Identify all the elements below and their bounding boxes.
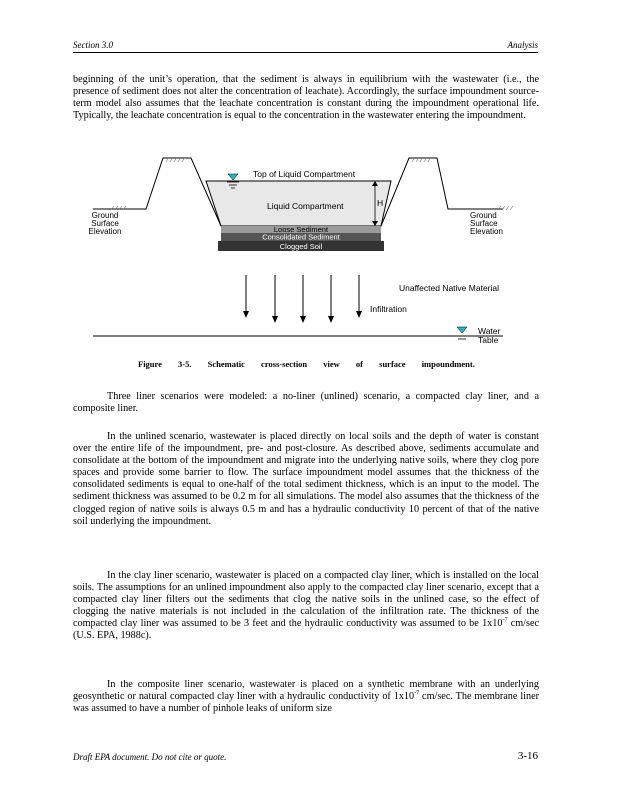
page-header xyxy=(73,40,538,53)
paragraph-unlined: In the unlined scenario, wastewater is placed directly on local soils and the depth of water is constant over the entire life of the impoundment, pre- and post-closure. As described above, sediments accumulate and consolidate at the bottom of the impoundment and migrate into the underlying native soils, where they clog pore spaces and provide some barrier to flow. The surface impoundment model assumes that the thickness of the consolidated sediments is equal to one-half of the total sediment thickness, which is an input to the model. The sediment thickness was assumed to be 0.2 m for all simulations. The model also assumes that the thickness of the clogged region of native soils is always 0.5 m and has a hydraulic conductivity 10 percent of that of the native soil underlying the impoundment. xyxy=(73,431,539,527)
paragraph-clay-liner xyxy=(73,570,539,643)
composite-liner-text: In the composite liner scenario, wastewater is placed on a synthetic membrane with an underlying geosynthetic or natural compacted clay liner with a hydraulic conductivity of 1x10 xyxy=(73,679,539,703)
top-liquid-label: Top of Liquid Compartment xyxy=(253,169,356,179)
water-table-label-1: Water xyxy=(478,326,501,336)
header-title: Analysis xyxy=(507,40,538,50)
clay-liner-text: In the clay liner scenario, wastewater is placed on a compacted clay liner, which is installed on the local soils. The assumptions for an unlined impoundment also apply to the compacted clay liner scenario, except that a compacted clay liner filters out the sediments that clog the native soils in the unlined case, so the effect of clogging the native materials is not included in the calculation of the infiltration rate. The thickness of the compacted clay liner was assumed to be 3 feet and the hydraulic conductivity was assumed to be 1x10 xyxy=(73,570,539,630)
page-number: 3-16 xyxy=(517,750,538,762)
paragraph-continuation: beginning of the unit’s operation, that the sediment is always in equilibrium with the wastewater (i.e., the presence of sediment does not alter the concentration of leachate). Accordingly, the surface impoundment source-term model also assumes that the leachate concentration is constant during the impoundment operational life. Typically, the leachate concentration is equal to the concentration in the wastewater entering the impoundment. xyxy=(73,74,539,122)
loose-sediment-label: Loose Sediment xyxy=(273,225,329,234)
water-table-icon xyxy=(457,327,467,333)
ground-left-3: Elevation xyxy=(88,227,122,236)
footer-note: Draft EPA document. Do not cite or quote. xyxy=(73,752,227,762)
page-footer xyxy=(73,752,538,762)
h-label: H xyxy=(377,198,384,208)
water-table-label-2: Table xyxy=(478,335,499,345)
figure-caption: Figure 3-5. Schematic cross-section view of surface impoundment. xyxy=(138,359,475,369)
infiltration-label: Infiltration xyxy=(370,304,407,314)
figure-schematic xyxy=(73,155,539,355)
paragraph-liner-scenarios: Three liner scenarios were modeled: a no-liner (unlined) scenario, a compacted clay liner, and a composite liner. xyxy=(73,391,539,415)
native-material-label: Unaffected Native Material xyxy=(399,283,500,293)
ground-right-1: Ground xyxy=(470,211,497,220)
water-level-icon xyxy=(228,174,238,180)
consolidated-sediment-label: Consolidated Sediment xyxy=(262,232,340,242)
liquid-compartment-label: Liquid Compartment xyxy=(267,201,344,211)
clogged-soil-label: Clogged Soil xyxy=(279,242,323,251)
ground-left-1: Ground xyxy=(91,211,119,220)
ground-left-2: Surface xyxy=(91,219,119,228)
header-section: Section 3.0 xyxy=(73,40,113,50)
composite-liner-exponent: -7 xyxy=(414,690,420,697)
impoundment-diagram xyxy=(73,155,539,355)
clay-liner-exponent: -7 xyxy=(502,617,508,624)
infiltration-arrows xyxy=(246,275,359,318)
ground-right-3: Elevation xyxy=(470,227,503,236)
ground-right-2: Surface xyxy=(470,219,498,228)
clay-liner-text-end: cm/sec (U.S. EPA, 1988c). xyxy=(73,618,539,642)
composite-liner-text-end: cm/sec. The membrane liner was assumed to have a number of pinhole leaks of uniform size xyxy=(73,691,539,715)
paragraph-composite-liner xyxy=(73,679,539,715)
